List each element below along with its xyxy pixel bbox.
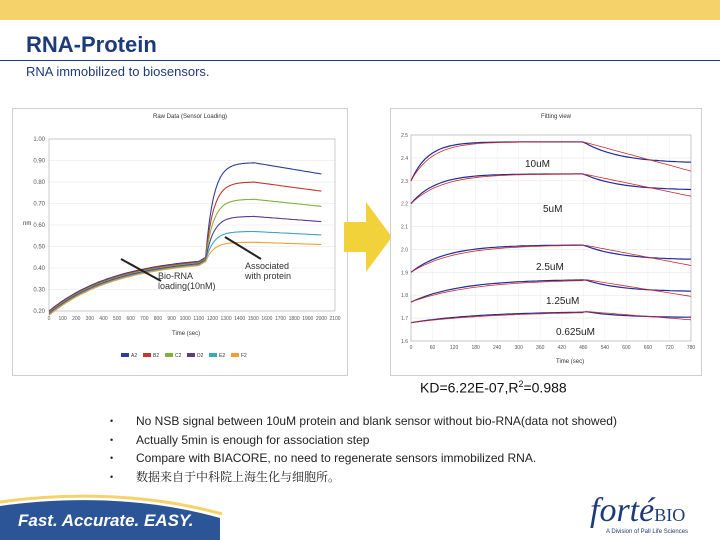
x-tick-label: 360 bbox=[536, 345, 545, 351]
left-chart-title: Raw Data (Sensor Loading) bbox=[153, 114, 228, 120]
x-tick-label: 300 bbox=[85, 316, 95, 322]
sensor-trace bbox=[49, 199, 321, 313]
y-tick-label: 1.9 bbox=[401, 270, 408, 277]
y-tick-label: 2.2 bbox=[401, 201, 408, 208]
x-tick-label: 120 bbox=[449, 345, 459, 351]
y-tick-label: 0.80 bbox=[33, 180, 45, 186]
x-tick-label: 780 bbox=[686, 345, 696, 351]
bullet-item bbox=[110, 468, 690, 487]
legend-label: E2 bbox=[219, 353, 226, 359]
logo-subtitle: A Division of Pall Life Sciences bbox=[606, 529, 689, 535]
legend-label: C2 bbox=[175, 353, 182, 359]
y-tick-label: 2.0 bbox=[401, 247, 408, 254]
left-chart-panel bbox=[12, 108, 348, 376]
x-axis-label: Time (sec) bbox=[556, 359, 585, 365]
y-tick-label: 1.00 bbox=[33, 137, 45, 143]
bullet-text: Compare with BIACORE, no need to regenerate sensors immobilized RNA. bbox=[136, 451, 537, 465]
legend-swatch bbox=[231, 353, 239, 357]
slide-subtitle: RNA immobilized to biosensors. bbox=[26, 64, 210, 79]
x-tick-label: 1500 bbox=[247, 316, 259, 322]
y-tick-label: 0.70 bbox=[33, 201, 45, 208]
legend-label: D2 bbox=[197, 353, 204, 359]
x-tick-label: 420 bbox=[557, 345, 566, 351]
label-5um: 5uM bbox=[543, 204, 563, 215]
legend-swatch bbox=[187, 353, 195, 357]
x-tick-label: 480 bbox=[579, 345, 588, 351]
logo-main-text: forté bbox=[590, 492, 655, 529]
fortebio-logo bbox=[590, 492, 685, 530]
fit-curve bbox=[411, 174, 691, 204]
kd-text: KD=6.22E-07,R bbox=[420, 379, 519, 396]
legend-swatch bbox=[143, 353, 151, 357]
legend-label: A2 bbox=[131, 353, 138, 359]
x-tick-label: 1300 bbox=[220, 316, 232, 322]
x-tick-label: 1000 bbox=[179, 316, 191, 322]
x-tick-label: 0 bbox=[409, 345, 413, 351]
x-tick-label: 1900 bbox=[302, 316, 314, 322]
y-tick-label: 1.7 bbox=[401, 316, 408, 323]
bullet-item bbox=[110, 431, 690, 450]
plot-frame bbox=[411, 135, 691, 341]
bullet-text: 数据来自于中科院上海生化与细胞所。 bbox=[136, 469, 341, 484]
fit-curve bbox=[411, 142, 691, 181]
y-tick-label: 2.4 bbox=[401, 155, 408, 162]
bullet-text: No NSB signal between 10uM protein and blank sensor without bio-RNA(data not showed) bbox=[136, 414, 617, 428]
y-tick-label: 1.6 bbox=[401, 339, 408, 345]
x-tick-label: 700 bbox=[140, 316, 149, 322]
x-tick-label: 1200 bbox=[206, 316, 218, 322]
logo-bio-text: BIO bbox=[654, 505, 686, 525]
x-tick-label: 300 bbox=[514, 345, 523, 351]
label-1-25um: 1.25uM bbox=[546, 296, 580, 307]
association-arrow bbox=[225, 237, 261, 259]
x-tick-label: 0 bbox=[47, 316, 51, 322]
slide-title: RNA-Protein bbox=[26, 32, 157, 57]
x-tick-label: 1400 bbox=[234, 316, 246, 322]
right-arrow-icon bbox=[340, 200, 396, 274]
label-2-5um: 2.5uM bbox=[536, 262, 564, 273]
legend-label: F2 bbox=[241, 353, 247, 359]
x-tick-label: 180 bbox=[471, 345, 480, 351]
top-accent-bar bbox=[0, 0, 720, 20]
x-tick-label: 2000 bbox=[315, 316, 327, 322]
kd-superscript: 2 bbox=[518, 379, 524, 389]
legend-label: B2 bbox=[153, 353, 160, 359]
sensor-trace bbox=[49, 182, 321, 312]
y-tick-label: 0.30 bbox=[33, 287, 45, 294]
bullet-dot-icon: • bbox=[110, 471, 114, 482]
x-tick-label: 1700 bbox=[274, 316, 287, 322]
x-tick-label: 500 bbox=[112, 316, 122, 322]
x-tick-label: 200 bbox=[72, 316, 81, 322]
right-chart-svg bbox=[391, 109, 701, 375]
y-axis-label: nm bbox=[23, 221, 32, 227]
x-tick-label: 240 bbox=[492, 345, 502, 351]
right-chart-panel bbox=[390, 108, 702, 376]
title-divider bbox=[0, 60, 720, 61]
y-tick-label: 2.5 bbox=[401, 133, 408, 139]
y-tick-label: 0.90 bbox=[33, 158, 45, 165]
x-tick-label: 720 bbox=[665, 345, 674, 351]
x-tick-label: 2100 bbox=[329, 316, 341, 322]
label-0-625um: 0.625uM bbox=[556, 327, 595, 338]
bullet-text: Actually 5min is enough for association step bbox=[136, 432, 370, 447]
x-axis-label: Time (sec) bbox=[172, 331, 201, 337]
bullet-dot-icon: • bbox=[110, 416, 114, 426]
right-chart-title: Fitting view bbox=[541, 114, 572, 120]
kd-tail: =0.988 bbox=[523, 379, 567, 396]
legend-swatch bbox=[209, 353, 217, 357]
bullet-item bbox=[110, 412, 690, 431]
bullet-dot-icon: • bbox=[110, 453, 114, 463]
left-chart-svg bbox=[13, 109, 347, 375]
y-tick-label: 2.3 bbox=[401, 178, 408, 185]
x-tick-label: 540 bbox=[600, 345, 610, 351]
y-tick-label: 0.20 bbox=[33, 309, 45, 315]
binding-trace bbox=[411, 174, 691, 204]
legend-swatch bbox=[165, 353, 173, 357]
y-tick-label: 0.50 bbox=[33, 244, 45, 251]
y-tick-label: 0.60 bbox=[33, 223, 45, 229]
x-tick-label: 400 bbox=[99, 316, 108, 322]
y-tick-label: 2.1 bbox=[401, 224, 408, 231]
x-tick-label: 1800 bbox=[288, 316, 300, 322]
association-annotation: Associated with protein bbox=[245, 261, 292, 281]
y-tick-label: 1.8 bbox=[401, 293, 408, 300]
bullet-item bbox=[110, 449, 690, 468]
y-tick-label: 0.40 bbox=[33, 266, 45, 272]
legend-swatch bbox=[121, 353, 129, 357]
label-10um: 10uM bbox=[525, 159, 551, 170]
bullet-list bbox=[110, 412, 690, 486]
x-tick-label: 1100 bbox=[193, 316, 205, 322]
x-tick-label: 600 bbox=[126, 316, 135, 322]
x-tick-label: 1600 bbox=[261, 316, 273, 322]
footer-tagline: Fast. Accurate. EASY. bbox=[18, 511, 194, 530]
x-tick-label: 600 bbox=[622, 345, 631, 351]
x-tick-label: 800 bbox=[153, 316, 163, 322]
loading-annotation: Bio-RNA loading(10nM) bbox=[158, 271, 216, 291]
x-tick-label: 660 bbox=[643, 345, 653, 351]
x-tick-label: 100 bbox=[58, 316, 67, 322]
kd-result bbox=[420, 379, 567, 396]
bullet-dot-icon: • bbox=[110, 434, 114, 445]
x-tick-label: 60 bbox=[429, 345, 436, 351]
x-tick-label: 900 bbox=[167, 316, 176, 322]
